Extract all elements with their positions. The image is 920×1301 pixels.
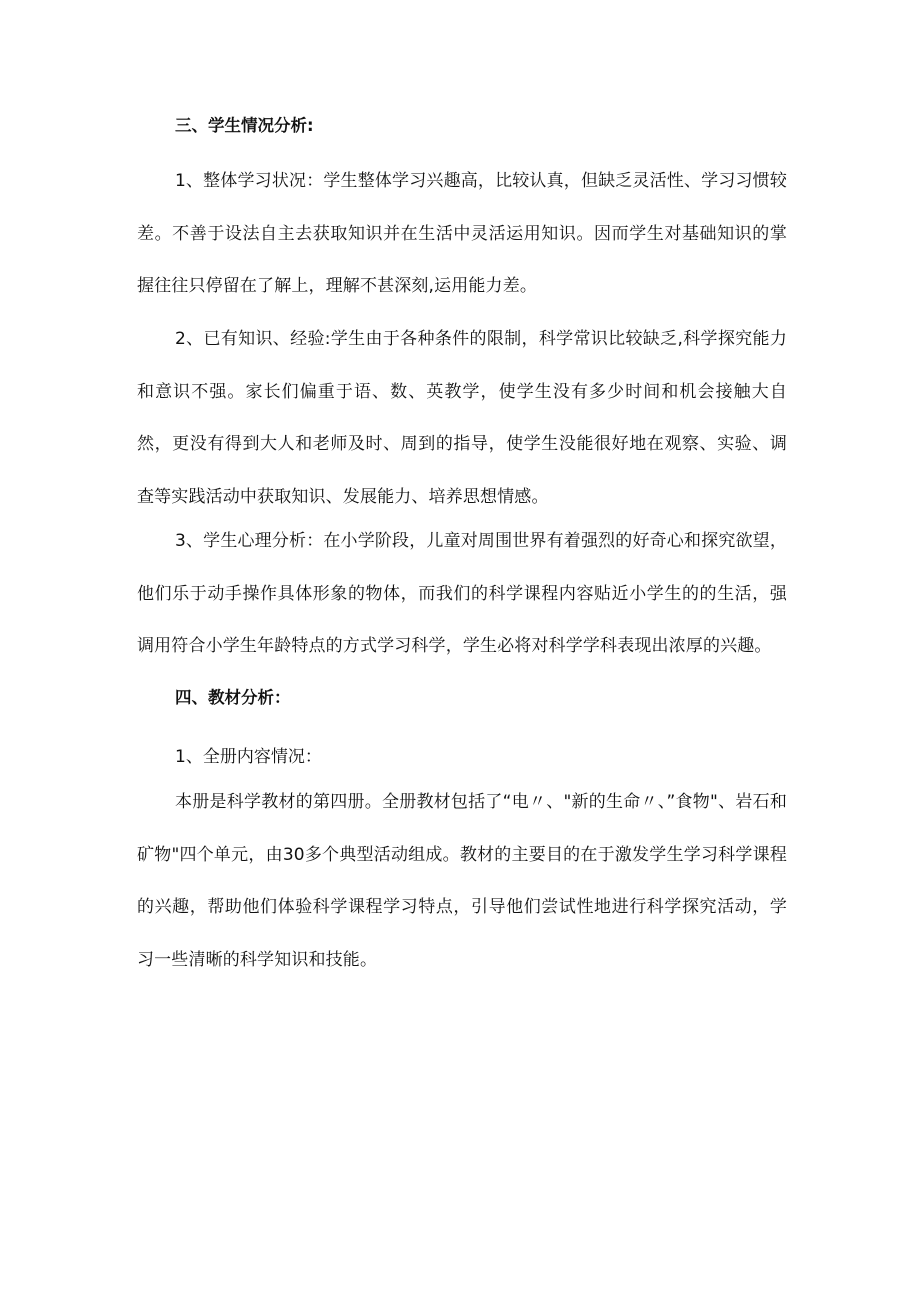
paragraph-existing-knowledge: 2、已有知识、经验:学生由于各种条件的限制，科学常识比较缺乏,科学探究能力和意识不强。家长们偏重于语、数、英教学，使学生没有多少时间和机会接触大自然，更没有得到大人和老师及时、周到的指导，使学生没能很好地在观察、实验、调查等实践活动中获取知识、发展能力、培养思想情感。 (137, 329, 787, 507)
section-4-heading: 四、教材分析： (175, 688, 291, 707)
section-3-heading: 三、学生情况分析: (175, 116, 314, 135)
paragraph-overall-learning: 1、整体学习状况：学生整体学习兴趣高，比较认真，但缺乏灵活性、学习习惯较差。不善于设法自主去获取知识并在生活中灵活运用知识。因而学生对基础知识的掌握往往只停留在了解上，理解不甚深刻,运用能力差。 (137, 171, 787, 296)
paragraph-psychology-analysis: 3、学生心理分析：在小学阶段，儿童对周围世界有着强烈的好奇心和探究欲望，他们乐于动手操作具体形象的物体，而我们的科学课程内容贴近小学生的的生活，强调用符合小学生年龄特点的方式学习科学，学生必将对科学学科表现出浓厚的兴趣。 (137, 531, 787, 656)
paragraph-textbook-content: 本册是科学教材的第四册。全册教材包括了“电〃、"新的生命〃、”食物"、岩石和矿物"四个单元，由30多个典型活动组成。教材的主要目的在于激发学生学习科学课程的兴趣，帮助他们体验科学课程学习特点，引导他们尝试性地进行科学探究活动，学习一些清晰的科学知识和技能。 (137, 792, 787, 970)
section-4-subheading: 1、全册内容情况： (175, 747, 322, 767)
